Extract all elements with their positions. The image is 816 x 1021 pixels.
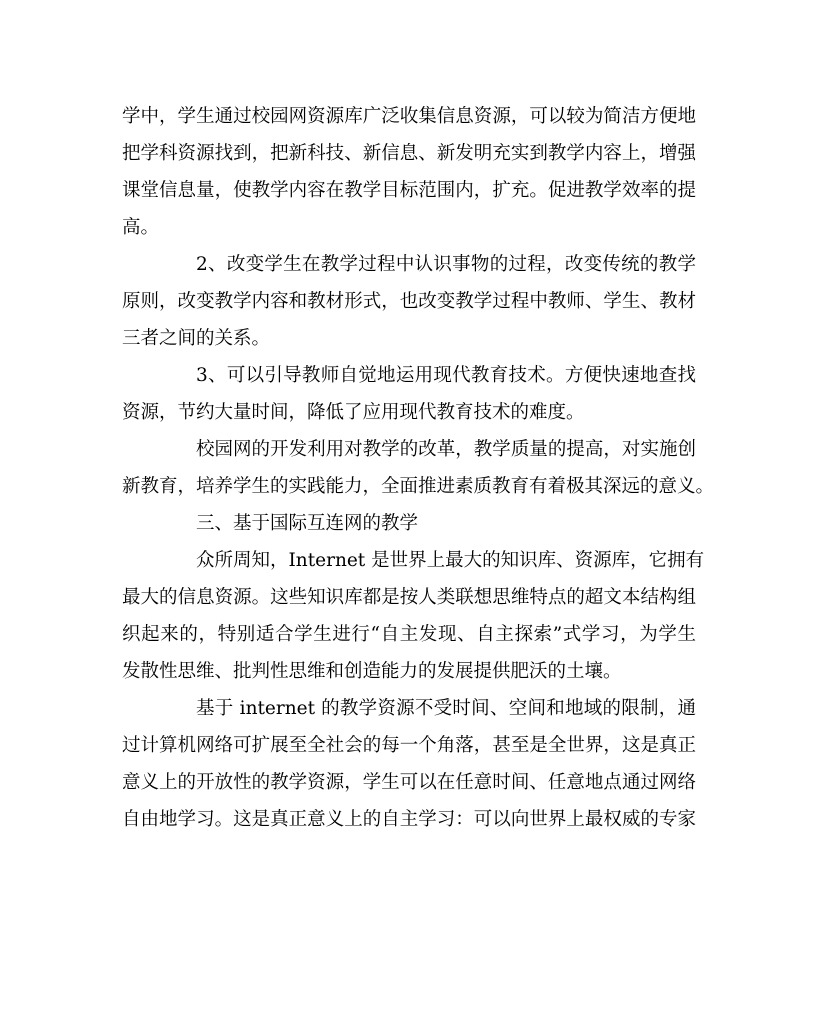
paragraph-point-2 (122, 246, 696, 357)
text-line: 课堂信息量，使教学内容在教学目标范围内，扩充。促进教学效率的提 (122, 180, 696, 201)
text-line: 2、改变学生在教学过程中认识事物的过程，改变传统的教学 (196, 254, 696, 275)
text-line: 基于 internet 的教学资源不受时间、空间和地域的限制，通 (196, 698, 696, 719)
paragraph-continuation (122, 98, 696, 246)
text-line: 新教育，培养学生的实践能力，全面推进素质教育有着极其深远的意义。 (122, 476, 715, 497)
document-body (122, 98, 715, 838)
text-line: 众所周知，Internet 是世界上最大的知识库、资源库，它拥有 (196, 550, 705, 571)
text-line: 自由地学习。这是真正意义上的自主学习：可以向世界上最权威的专家 (122, 809, 696, 830)
paragraph-summary (122, 431, 715, 505)
section-heading (122, 505, 696, 542)
text-line: 发散性思维、批判性思维和创造能力的发展提供肥沃的土壤。 (122, 661, 622, 682)
text-line: 最大的信息资源。这些知识库都是按人类联想思维特点的超文本结构组 (122, 587, 696, 608)
paragraph-internet-intro (122, 542, 705, 690)
text-line: 3、可以引导教师自觉地运用现代教育技术。方便快速地查找 (196, 365, 696, 386)
text-line: 织起来的，特别适合学生进行“自主发现、自主探索”式学习，为学生 (122, 624, 696, 645)
text-line: 学中，学生通过校园网资源库广泛收集信息资源，可以较为简洁方便地 (122, 106, 696, 127)
paragraph-internet-resources (122, 690, 696, 838)
text-line: 原则，改变教学内容和教材形式，也改变教学过程中教师、学生、教材 (122, 291, 696, 312)
text-line: 资源，节约大量时间，降低了应用现代教育技术的难度。 (122, 402, 585, 423)
text-line: 过计算机网络可扩展至全社会的每一个角落，甚至是全世界，这是真正 (122, 735, 696, 756)
section-title: 三、基于国际互连网的教学 (196, 513, 419, 534)
paragraph-point-3 (122, 357, 696, 431)
text-line: 三者之间的关系。 (122, 328, 271, 349)
text-line: 高。 (122, 217, 160, 238)
text-line: 校园网的开发利用对教学的改革，教学质量的提高，对实施创 (196, 439, 696, 460)
text-line: 把学科资源找到，把新科技、新信息、新发明充实到教学内容上，增强 (122, 143, 696, 164)
text-line: 意义上的开放性的教学资源，学生可以在任意时间、任意地点通过网络 (122, 772, 696, 793)
